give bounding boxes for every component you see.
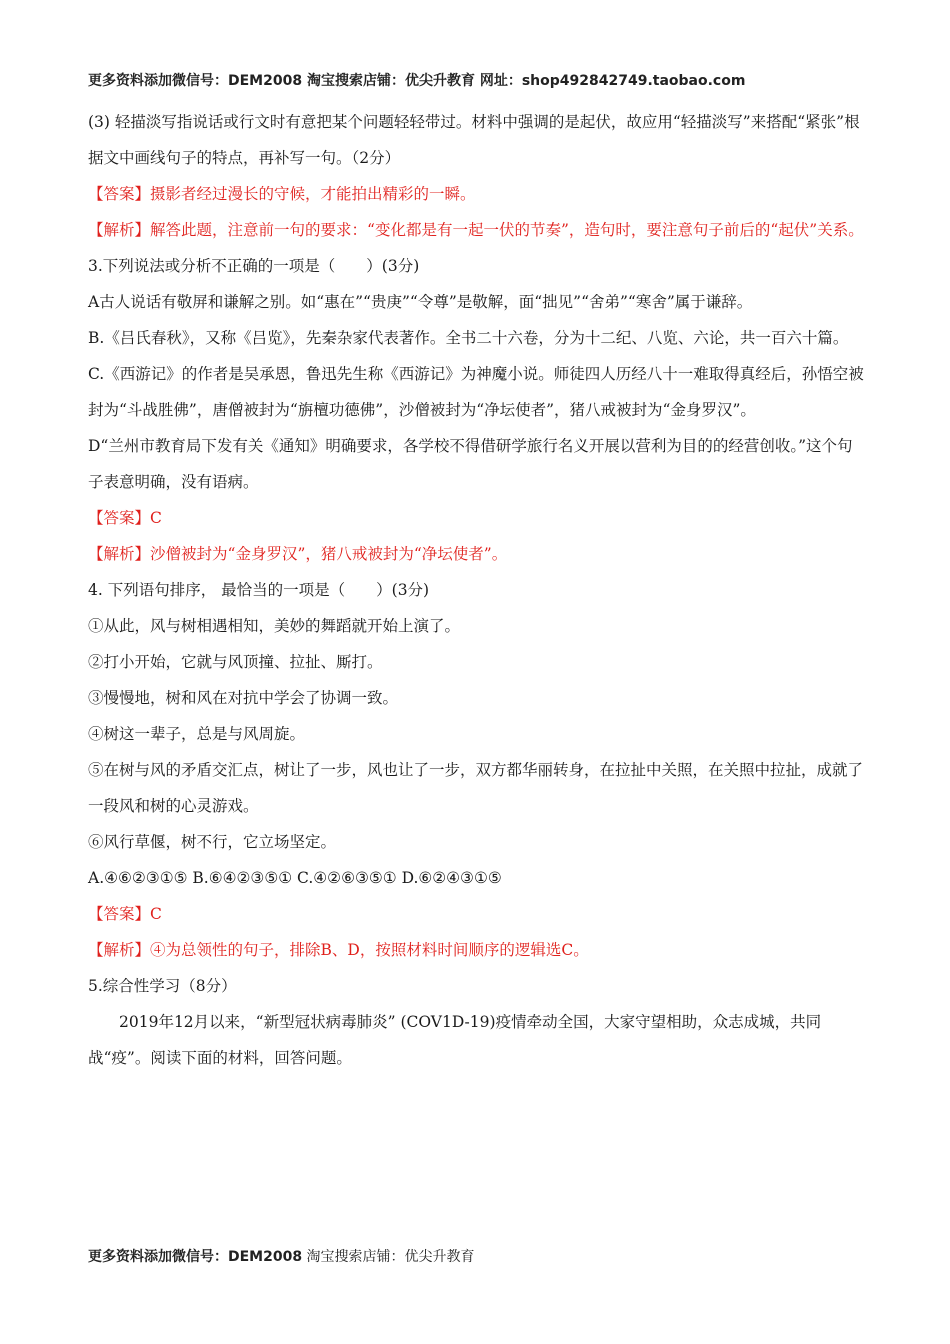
q4-item-5: ⑤在树与风的矛盾交汇点，树让了一步，风也让了一步，双方都华丽转身，在拉扯中关照，在关照中拉扯，成就了一段风和树的心灵游戏。 — [88, 761, 864, 815]
q4-item-4: ④树这一辈子，总是与风周旋。 — [88, 725, 306, 743]
q4-stem: 4. 下列语句排序， 最恰当的一项是（ ）(3分) — [88, 581, 430, 599]
q2-3-answer — [88, 176, 864, 212]
q3-stem: 3.下列说法或分析不正确的一项是（ ）(3分) — [88, 257, 420, 275]
footer-wechat: 更多资料添加微信号：DEM2008 — [88, 1249, 303, 1265]
q4-item-3: ③慢慢地，树和风在对抗中学会了协调一致。 — [88, 689, 399, 707]
q4-item-6: ⑥风行草偃，树不行，它立场坚定。 — [88, 833, 337, 851]
analysis-text: ④为总领性的句子，排除B、D，按照材料时间顺序的逻辑选C。 — [150, 941, 589, 959]
q5-stem: 5.综合性学习（8分） — [88, 977, 237, 995]
analysis-label: 【解析】 — [88, 221, 151, 239]
answer-text: C — [150, 509, 162, 527]
q4-item-2: ②打小开始，它就与风顶撞、拉扯、厮打。 — [88, 653, 383, 671]
footer-shop: 淘宝搜索店铺：优尖升教育 — [302, 1249, 475, 1265]
answer-text: C — [150, 905, 162, 923]
analysis-text: 沙僧被封为“金身罗汉”，猪八戒被封为“净坛使者”。 — [150, 545, 508, 563]
q5-intro: 2019年12月以来，“新型冠状病毒肺炎” (COV1D-19)疫情牵动全国，大家守望相助，众志成城，共同战“疫”。阅读下面的材料，回答问题。 — [88, 1013, 822, 1067]
page-footer — [88, 1246, 475, 1266]
q3-option-c: C.《西游记》的作者是吴承恩，鲁迅先生称《西游记》为神魔小说。师徒四人历经八十一难取得真经后，孙悟空被封为“斗战胜佛”，唐僧被封为“旃檀功德佛”，沙僧被封为“净坛使者”，猪八戒被封为“金身罗汉”。 — [88, 365, 864, 419]
q3-option-a: A古人说话有敬屏和谦解之别。如“惠在”“贵庚”“令尊”是敬解，面“拙见”“舍弟”“寒舍”属于谦辞。 — [88, 293, 753, 311]
q2-3-analysis — [88, 212, 864, 248]
analysis-text: 解答此题，注意前一句的要求：“变化都是有一起一伏的节奏”，造句时，要注意句子前后的“起伏”关系。 — [150, 221, 864, 239]
answer-label: 【答案】 — [88, 185, 151, 203]
q4-choices: A.④⑥②③①⑤ B.⑥④②③⑤① C.④②⑥③⑤① D.⑥②④③①⑤ — [88, 869, 502, 887]
q4-answer — [88, 896, 864, 932]
answer-text: 摄影者经过漫长的守候，才能拍出精彩的一瞬。 — [150, 185, 476, 203]
answer-label: 【答案】 — [88, 905, 151, 923]
q2-3-question: (3) 轻描淡写指说话或行文时有意把某个问题轻轻带过。材料中强调的是起伏，故应用“轻描淡写”来搭配“紧张”根据文中画线句子的特点，再补写一句。（2分） — [88, 113, 860, 167]
page-content — [88, 104, 864, 1076]
q3-option-b: B.《吕氏春秋》，又称《吕览》，先秦杂家代表著作。全书二十六卷，分为十二纪、八览、六论，共一百六十篇。 — [88, 329, 849, 347]
q4-analysis — [88, 932, 864, 968]
page-header: 更多资料添加微信号：DEM2008 淘宝搜索店铺：优尖升教育 网址：shop492842749.taobao.com — [88, 73, 746, 89]
answer-label: 【答案】 — [88, 509, 151, 527]
q3-answer — [88, 500, 864, 536]
q3-analysis — [88, 536, 864, 572]
analysis-label: 【解析】 — [88, 941, 151, 959]
q4-item-1: ①从此，风与树相遇相知，美妙的舞蹈就开始上演了。 — [88, 617, 461, 635]
analysis-label: 【解析】 — [88, 545, 151, 563]
q3-option-d: D“兰州市教育局下发有关《通知》明确要求，各学校不得借研学旅行名义开展以营利为目的的经营创收。”这个句子表意明确，没有语病。 — [88, 437, 853, 491]
